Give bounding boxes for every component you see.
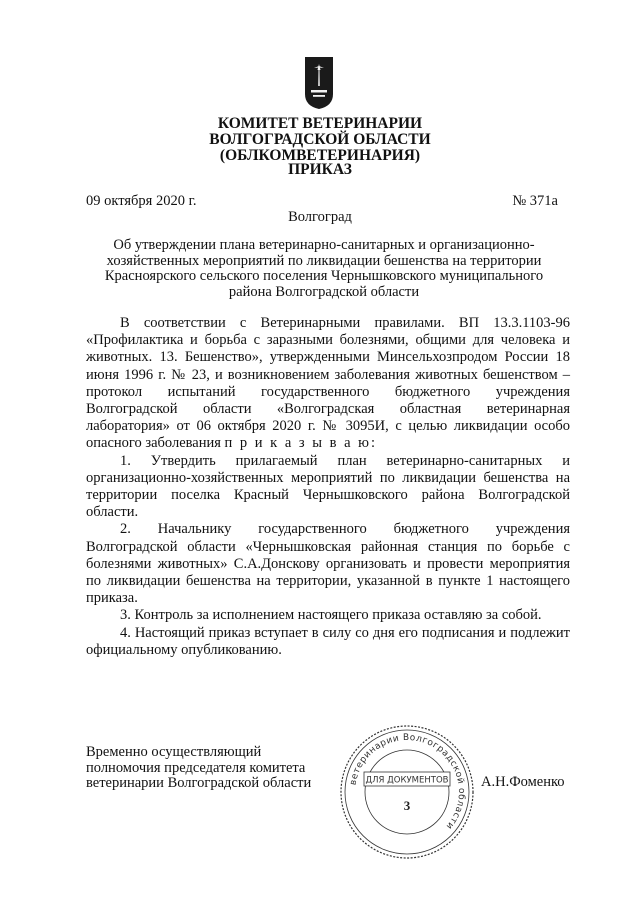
stamp-ring-text: ветеринарии Волгоградской области bbox=[348, 732, 467, 832]
stamp-number: 3 bbox=[403, 798, 411, 813]
document-type: ПРИКАЗ bbox=[288, 161, 352, 178]
order-item-4: 4. Настоящий приказ вступает в силу со дня его подписания и подлежит официальному опубликованию. bbox=[86, 624, 570, 658]
subject-line-2: хозяйственных мероприятий по ликвидации бешенства на территории bbox=[106, 252, 542, 269]
signatory-line-3: ветеринарии Волгоградской области bbox=[86, 775, 312, 791]
preamble-text: В соответствии с Ветеринарными правилами. ВП 13.3.1103-96 «Профилактика и борьба с заразными болезнями, общими для человека и животных. 13. Бешенство», утвержденными Минсельхозпродом России 18 июня 1996 г. № 23, и возникновением заболевания животных бешенством – протокол испытаний государственного бюджетного учреждения Волгоградской области «Волгоградская областная ветеринарная лаборатория» от 06 октября 2020 г. № 3095И, с целью ликвидации особо опасного заболевания bbox=[86, 315, 570, 452]
org-line-3: (ОБЛКОМВЕТЕРИНАРИЯ) bbox=[219, 147, 421, 164]
document-number: № 371а bbox=[512, 193, 558, 209]
signatory-line-2: полномочия председателя комитета bbox=[86, 759, 306, 776]
organization-name bbox=[0, 116, 640, 164]
coat-of-arms-icon bbox=[304, 56, 334, 110]
document-subject bbox=[86, 238, 562, 300]
order-item-2: 2. Начальнику государственного бюджетного учреждения Волгоградской области «Чернышковская районная станция по борьбе с болезнями животных» С.А.Донскову организовать и провести мероприятия по ликвидации бешенства на территории, указанной в пункте 1 настоящего приказа. bbox=[86, 521, 570, 607]
subject-line-3: Красноярского сельского поселения Чернышковского муниципального bbox=[104, 268, 544, 284]
order-item-1: 1. Утвердить прилагаемый план ветеринарно-санитарных и организационно-хозяйственных мероприятий по ликвидации бешенства на территории поселка Красный Чернышковского района Волгоградской области. bbox=[86, 452, 570, 521]
preamble-paragraph bbox=[86, 315, 570, 453]
subject-line-1: Об утверждении плана ветеринарно-санитарных и организационно- bbox=[113, 237, 535, 253]
org-line-2: ВОЛГОГРАДСКОЙ ОБЛАСТИ bbox=[209, 131, 431, 148]
stamp-inner-text: ДЛЯ ДОКУМЕНТОВ bbox=[365, 775, 449, 786]
document-body bbox=[86, 315, 570, 659]
signatory-position bbox=[86, 745, 326, 792]
subject-line-4: района Волгоградской области bbox=[228, 283, 420, 300]
org-line-1: КОМИТЕТ ВЕТЕРИНАРИИ bbox=[217, 115, 423, 132]
official-stamp bbox=[337, 722, 477, 862]
order-word: п р и к а з ы в а ю: bbox=[224, 435, 378, 452]
document-city: Волгоград bbox=[288, 209, 352, 225]
signatory-name: А.Н.Фоменко bbox=[481, 774, 565, 790]
order-item-3: 3. Контроль за исполнением настоящего приказа оставляю за собой. bbox=[120, 607, 542, 624]
signatory-line-1: Временно осуществляющий bbox=[86, 744, 262, 760]
document-date: 09 октября 2020 г. bbox=[86, 193, 197, 209]
